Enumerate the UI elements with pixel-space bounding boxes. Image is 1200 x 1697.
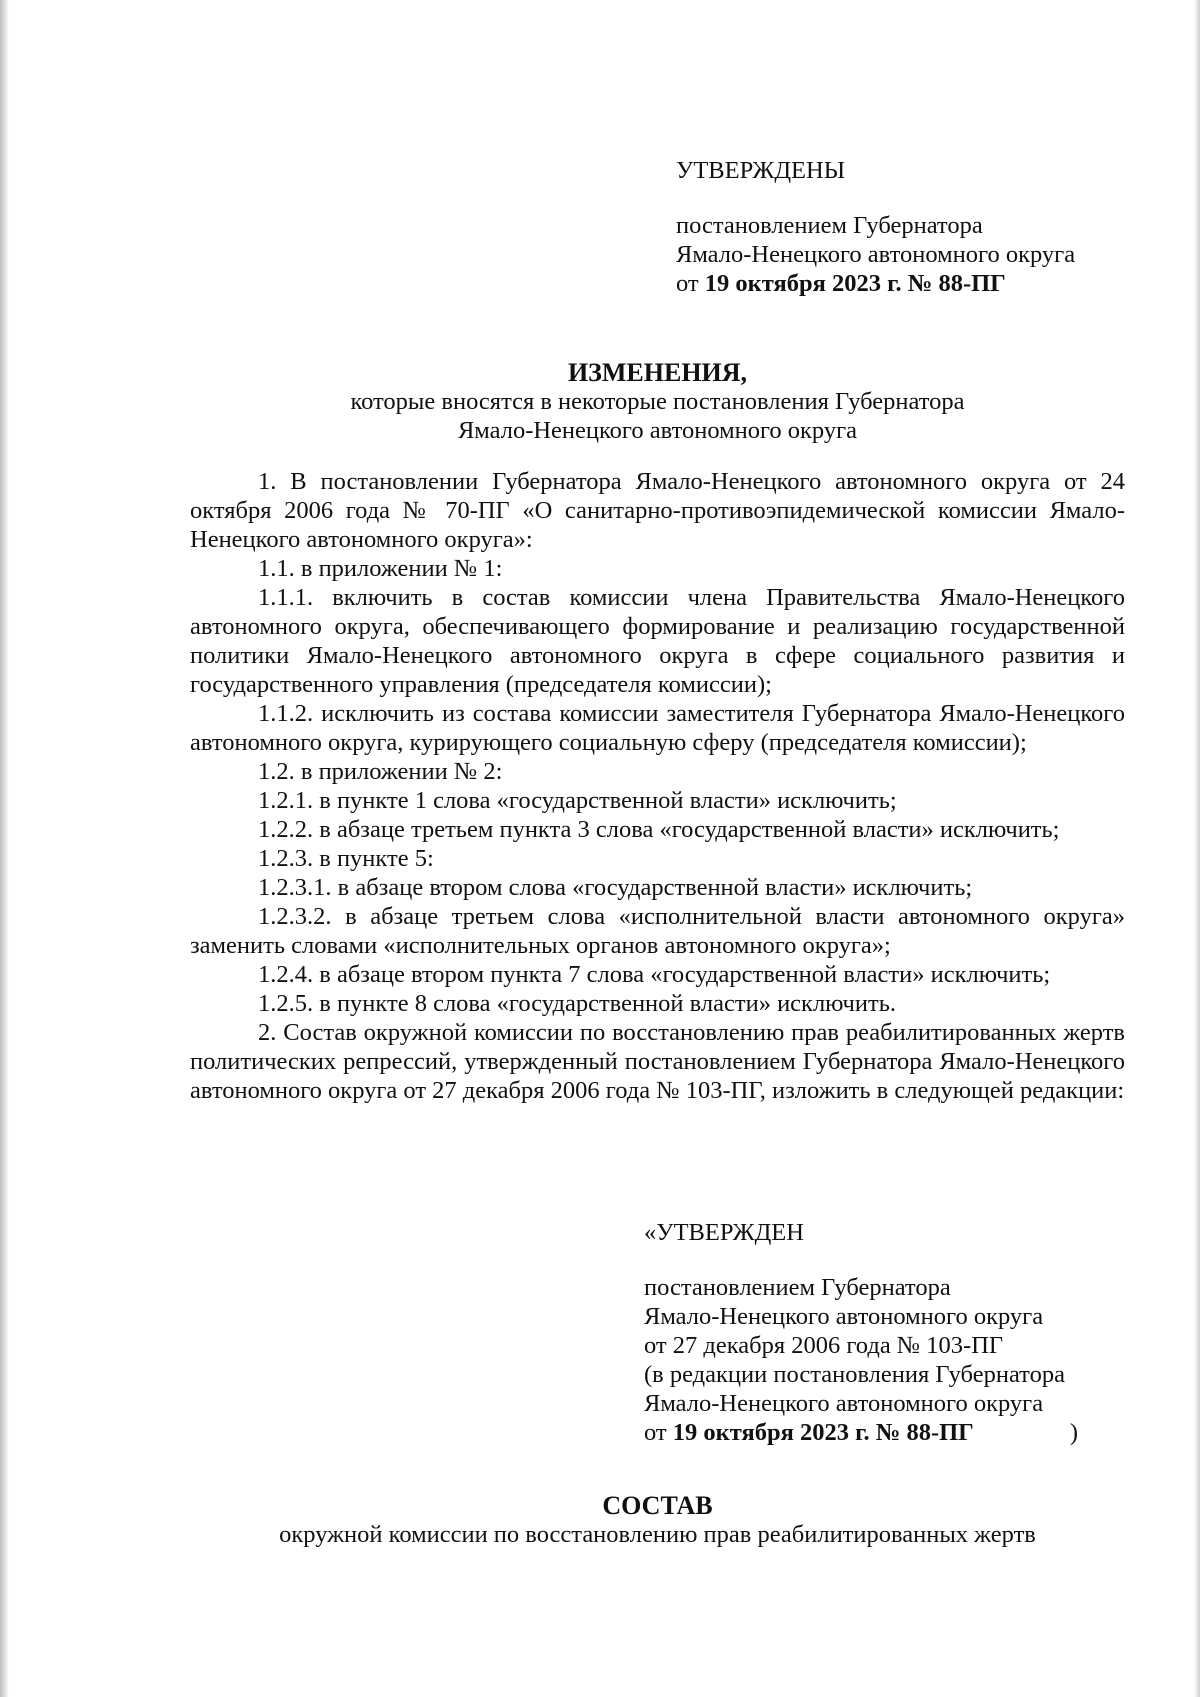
paragraph-1-2-4: 1.2.4. в абзаце втором пункта 7 слова «государственной власти» исключить; [258, 961, 1051, 988]
approval-block [676, 156, 1075, 298]
document-subtitle-line-2: Ямало-Ненецкого автономного округа [457, 417, 858, 444]
paragraph-1-2-1: 1.2.1. в пункте 1 слова «государственной власти» исключить; [258, 787, 897, 814]
inner-approval-date-prefix: от [644, 1419, 667, 1446]
paragraph-1-2-3-2: 1.2.3.2. в абзаце третьем слова «исполнительной власти автономного округа» заменить словами «исполнительных органов автономного округа»; [190, 903, 1125, 959]
composition-subtitle: окружной комиссии по восстановлению прав реабилитированных жертв [279, 1521, 1036, 1548]
composition-title: СОСТАВ [602, 1491, 713, 1520]
inner-approval-heading: «УТВЕРЖДЕН [644, 1219, 804, 1246]
composition-title-block [190, 1491, 1125, 1549]
document-title-block [190, 358, 1125, 445]
inner-approval-line-4: (в редакции постановления Губернатора [644, 1361, 1065, 1388]
document-title: ИЗМЕНЕНИЯ, [567, 358, 748, 387]
inner-approval-date-line [644, 1418, 1078, 1447]
inner-approval-line-1: постановлением Губернатора [644, 1274, 951, 1301]
document-subtitle-line-1: которые вносятся в некоторые постановления Губернатора [350, 388, 965, 415]
inner-approval-line-2: Ямало-Ненецкого автономного округа [644, 1303, 1044, 1330]
inner-approval-line-3: от 27 декабря 2006 года № 103-ПГ [644, 1332, 1004, 1359]
paragraph-1-2-2: 1.2.2. в абзаце третьем пункта 3 слова «государственной власти» исключить; [258, 816, 1060, 843]
paragraph-1-2-5: 1.2.5. в пункте 8 слова «государственной власти» исключить. [258, 990, 896, 1017]
inner-approval-block [644, 1218, 1078, 1447]
paragraph-1-2-3: 1.2.3. в пункте 5: [258, 845, 434, 872]
paragraph-2: 2. Состав окружной комиссии по восстановлению прав реабилитированных жертв политических репрессий, утвержденный постановлением Губернатора Ямало-Ненецкого автономного округа от 27 декабря 2006 года № 103-ПГ, изложить в следующей редакции: [190, 1019, 1125, 1104]
approval-heading: УТВЕРЖДЕНЫ [676, 157, 846, 184]
inner-approval-date: 19 октября 2023 г. № 88-ПГ [672, 1419, 974, 1446]
approval-date-prefix: от [676, 270, 699, 297]
inner-approval-closing-paren: ) [1069, 1419, 1079, 1446]
paragraph-1-1: 1.1. в приложении № 1: [258, 555, 503, 582]
paragraph-1-1-1: 1.1.1. включить в состав комиссии члена Правительства Ямало-Ненецкого автономного округа, обеспечивающего формирование и реализацию государственной политики Ямало-Ненецкого автономного округа в сфере социального развития и государственного управления (председателя комиссии); [190, 584, 1125, 698]
paragraph-1-2-3-1: 1.2.3.1. в абзаце втором слова «государственной власти» исключить; [258, 874, 973, 901]
approval-line-2: Ямало-Ненецкого автономного округа [676, 241, 1076, 268]
paragraph-1: 1. В постановлении Губернатора Ямало-Ненецкого автономного округа от 24 октября 2006 года № 70-ПГ «О санитарно-противоэпидемической комиссии Ямало-Ненецкого автономного округа»: [190, 468, 1125, 553]
approval-date: 19 октября 2023 г. № 88-ПГ [704, 270, 1006, 297]
paragraph-1-2: 1.2. в приложении № 2: [258, 758, 503, 785]
approval-date-line [676, 269, 1075, 298]
page-right-edge-shadow [1194, 0, 1200, 1697]
paragraph-1-1-2: 1.1.2. исключить из состава комиссии заместителя Губернатора Ямало-Ненецкого автономного округа, курирующего социальную сферу (председателя комиссии); [190, 700, 1125, 756]
page-left-edge-shadow [0, 0, 9, 1697]
document-body [190, 467, 1125, 1105]
approval-line-1: постановлением Губернатора [676, 212, 983, 239]
inner-approval-line-5: Ямало-Ненецкого автономного округа [644, 1390, 1044, 1417]
